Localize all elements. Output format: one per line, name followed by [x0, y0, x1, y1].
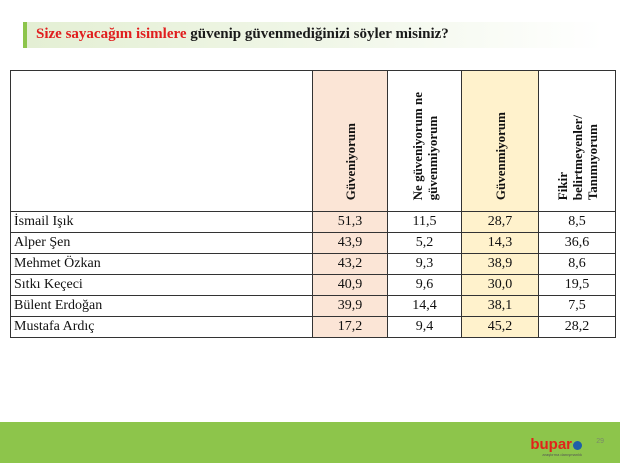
cell-neutral: 11,5 — [388, 212, 462, 233]
cell-no-opinion: 36,6 — [539, 233, 616, 254]
logo-tagline: araştırma danışmanlık — [542, 452, 582, 457]
cell-no-opinion: 8,6 — [539, 254, 616, 275]
table-row — [11, 233, 616, 254]
table-row — [11, 275, 616, 296]
cell-distrust: 28,7 — [462, 212, 539, 233]
cell-neutral: 9,4 — [388, 317, 462, 338]
col-header-trust — [313, 71, 388, 212]
cell-neutral: 9,6 — [388, 275, 462, 296]
logo-dot-icon — [573, 441, 582, 450]
row-name: Mustafa Ardıç — [11, 317, 313, 338]
row-name: Bülent Erdoğan — [11, 296, 313, 317]
table-row — [11, 317, 616, 338]
col-header-neutral — [388, 71, 462, 212]
title-highlight: Size sayacağım isimlere — [36, 26, 187, 42]
bupar-logo — [530, 436, 582, 453]
col-header-label: Fikir belirtmeyenler/ Tanımıyorum — [554, 114, 600, 200]
logo-text: bupar — [530, 436, 572, 453]
cell-trust: 43,2 — [313, 254, 388, 275]
title-rest: güvenip güvenmediğinizi söyler misiniz? — [186, 26, 449, 42]
page-title — [36, 26, 449, 43]
cell-trust: 43,9 — [313, 233, 388, 254]
header-row — [11, 71, 616, 212]
cell-distrust: 30,0 — [462, 275, 539, 296]
trust-table — [10, 70, 616, 338]
table-row — [11, 212, 616, 233]
cell-no-opinion: 8,5 — [539, 212, 616, 233]
page-number: 29 — [596, 438, 604, 445]
header-corner — [11, 71, 313, 212]
cell-distrust: 45,2 — [462, 317, 539, 338]
cell-trust: 51,3 — [313, 212, 388, 233]
col-header-distrust — [462, 71, 539, 212]
footer-bar — [0, 422, 620, 463]
cell-trust: 39,9 — [313, 296, 388, 317]
cell-no-opinion: 7,5 — [539, 296, 616, 317]
cell-trust: 40,9 — [313, 275, 388, 296]
cell-neutral: 9,3 — [388, 254, 462, 275]
cell-distrust: 14,3 — [462, 233, 539, 254]
col-header-label: Ne güveniyorum ne güvenmiyorum — [409, 91, 440, 200]
row-name: Mehmet Özkan — [11, 254, 313, 275]
row-name: İsmail Işık — [11, 212, 313, 233]
cell-neutral: 5,2 — [388, 233, 462, 254]
col-header-no-opinion — [539, 71, 616, 212]
row-name: Alper Şen — [11, 233, 313, 254]
table-row — [11, 296, 616, 317]
cell-neutral: 14,4 — [388, 296, 462, 317]
cell-distrust: 38,1 — [462, 296, 539, 317]
col-header-label: Güvenmiyorum — [492, 111, 508, 200]
col-header-label: Güveniyorum — [342, 122, 358, 200]
cell-no-opinion: 28,2 — [539, 317, 616, 338]
cell-trust: 17,2 — [313, 317, 388, 338]
cell-no-opinion: 19,5 — [539, 275, 616, 296]
table-row — [11, 254, 616, 275]
row-name: Sıtkı Keçeci — [11, 275, 313, 296]
cell-distrust: 38,9 — [462, 254, 539, 275]
